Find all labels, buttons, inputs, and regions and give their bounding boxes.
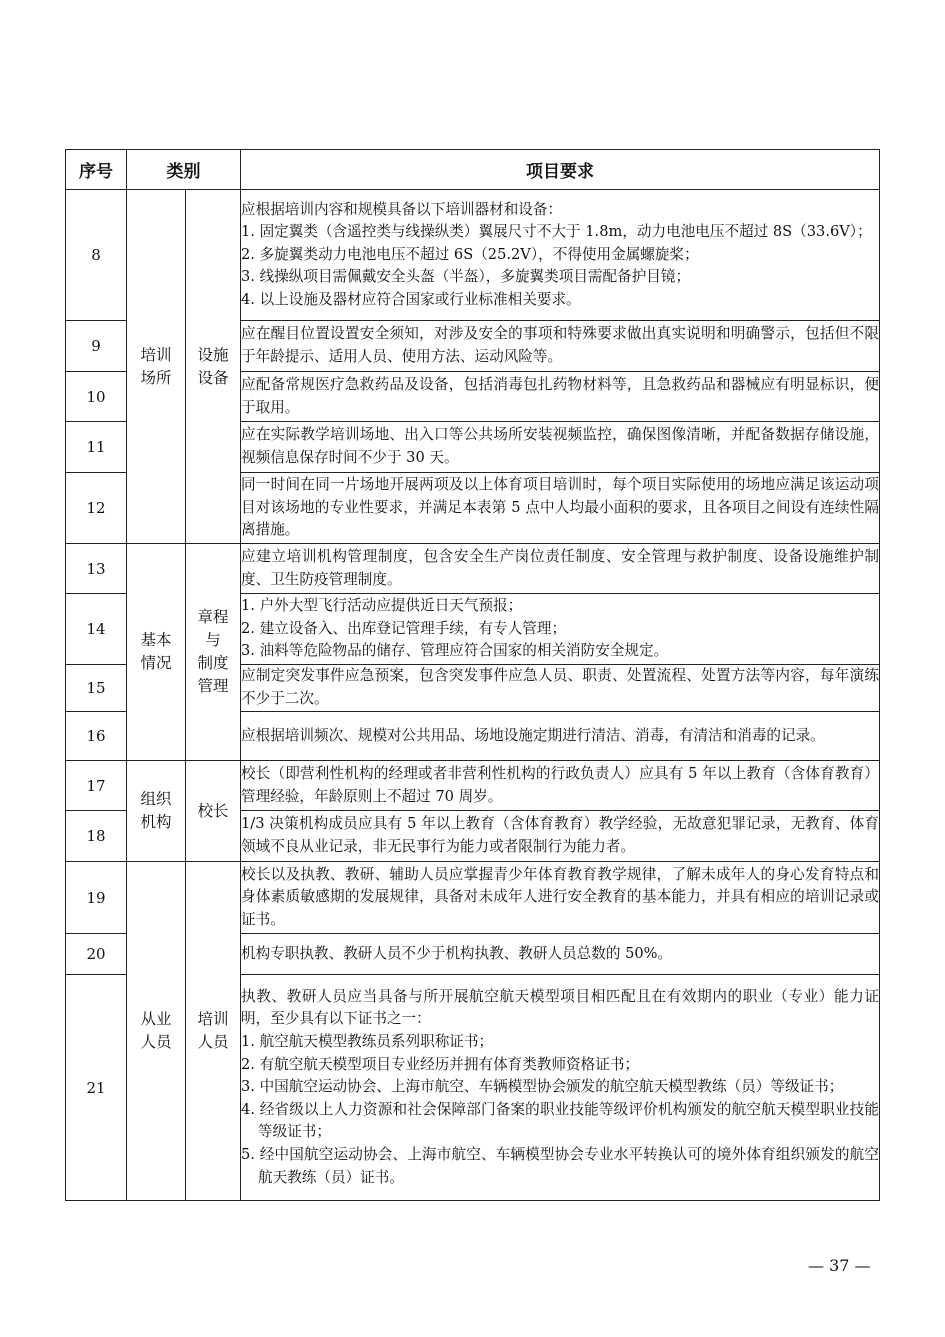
row-number: 13 [66, 544, 127, 594]
subcategory-label: 校长 [197, 801, 229, 820]
category-organization [127, 761, 186, 862]
subcategory-principal [186, 761, 241, 862]
requirement-cell [241, 862, 880, 934]
category-label: 组织 机构 [140, 790, 172, 831]
requirement-item: 3. 线操纵项目需佩戴安全头盔（半盔），多旋翼类项目需配备护目镜； [241, 268, 691, 286]
category-training-site [127, 190, 186, 544]
row-number: 15 [66, 665, 127, 712]
requirement-text: 校长（即营利性机构的经理或者非营利性机构的行政负责人）应具有 5 年以上教育（含体育教育）管理经验，年龄原则上不超过 70 周岁。 [241, 764, 879, 805]
requirement-item: 1. 户外大型飞行活动应提供近日天气预报； [241, 597, 523, 615]
requirement-item: 1. 航空航天模型教练员系列职称证书； [241, 1033, 494, 1051]
requirement-item: 5. 经中国航空运动协会、上海市航空、车辆模型协会专业水平转换认可的境外体育组织颁发的航空航天教练（员）证书。 [241, 1145, 879, 1186]
requirement-cell [241, 712, 880, 761]
row-number: 18 [66, 811, 127, 862]
requirement-item: 2. 建立设备入、出库登记管理手续，有专人管理； [241, 619, 567, 637]
category-label: 基本 情况 [140, 631, 172, 672]
requirement-item: 3. 中国航空运动协会、上海市航空、车辆模型协会颁发的航空航天模型教练（员）等级证书； [241, 1078, 844, 1096]
table-header-row [66, 150, 880, 190]
requirement-text: 应根据培训频次、规模对公共用品、场地设施定期进行清洁、消毒，有清洁和消毒的记录。 [241, 726, 825, 744]
row-number: 12 [66, 473, 127, 544]
subcategory-facilities [186, 190, 241, 544]
row-number: 17 [66, 761, 127, 811]
row-number: 14 [66, 594, 127, 665]
category-label: 培训 场所 [140, 345, 172, 387]
table-row [66, 862, 880, 934]
requirement-cell [241, 422, 880, 473]
requirement-text: 机构专职执教、教研人员不少于机构执教、教研人员总数的 50%。 [241, 944, 673, 962]
requirement-cell [241, 934, 880, 975]
header-category: 类别 [127, 150, 241, 190]
header-requirement: 项目要求 [241, 150, 880, 190]
row-number: 10 [66, 372, 127, 422]
row-number: 8 [66, 190, 127, 321]
requirements-table [65, 149, 880, 1201]
requirement-text: 应制定突发事件应急预案，包含突发事件应急人员、职责、处置流程、处置方法等内容，每年演练不少于二次。 [241, 667, 879, 707]
subcategory-trainers [186, 862, 241, 1201]
requirement-item: 3. 油料等危险物品的储存、管理应符合国家的相关消防安全规定。 [241, 642, 669, 660]
subcategory-label: 设施 设备 [197, 345, 229, 387]
requirement-text: 应在醒目位置设置安全须知，对涉及安全的事项和特殊要求做出真实说明和明确警示，包括但不限于年龄提示、适用人员、使用方法、运动风险等。 [241, 325, 879, 365]
requirement-item: 4. 以上设施及器材应符合国家或行业标准相关要求。 [241, 290, 581, 308]
requirement-text: 应在实际教学培训场地、出入口等公共场所安装视频监控，确保图像清晰，并配备数据存储设施，视频信息保存时间不少于 30 天。 [241, 426, 879, 466]
subcategory-label: 培训 人员 [197, 1010, 229, 1051]
row-number: 20 [66, 934, 127, 975]
row-number: 9 [66, 321, 127, 372]
requirement-cell [241, 811, 880, 862]
row-number: 11 [66, 422, 127, 473]
row-number: 16 [66, 712, 127, 761]
requirement-cell [241, 544, 880, 594]
requirement-cell [241, 761, 880, 811]
requirement-item: 4. 经省级以上人力资源和社会保障部门备案的职业技能等级评价机构颁发的航空航天模型职业技能等级证书； [241, 1100, 879, 1141]
requirement-text: 执教、教研人员应当具备与所开展航空航天模型项目相匹配且在有效期内的职业（专业）能力证明，至少具有以下证书之一： [241, 987, 879, 1028]
requirement-text: 应配备常规医疗急救药品及设备，包括消毒包扎药物材料等，且急救药品和器械应有明显标识，便于取用。 [241, 375, 879, 416]
category-basic-info [127, 544, 186, 761]
category-label: 从业 人员 [140, 1010, 172, 1051]
subcategory-label: 章程 与 制度 管理 [197, 608, 229, 695]
requirement-cell [241, 594, 880, 665]
requirement-item: 1. 固定翼类（含遥控类与线操纵类）翼展尺寸不大于 1.8m，动力电池电压不超过 8S（33.6V）； [241, 223, 872, 241]
requirement-text: 应根据培训内容和规模具备以下培训器材和设备： [241, 200, 563, 218]
requirement-text: 1/3 决策机构成员应具有 5 年以上教育（含体育教育）教学经验，无故意犯罪记录，无教育、体育领域不良从业记录，非无民事行为能力或者限制行为能力者。 [241, 815, 879, 855]
table-row [66, 544, 880, 594]
requirement-cell [241, 190, 880, 321]
subcategory-rules [186, 544, 241, 761]
requirement-text: 应建立培训机构管理制度，包含安全生产岗位责任制度、安全管理与救护制度、设备设施维护制度、卫生防疫管理制度。 [241, 547, 879, 588]
requirement-cell [241, 321, 880, 372]
requirement-cell [241, 665, 880, 712]
header-number: 序号 [66, 150, 127, 190]
requirement-cell [241, 372, 880, 422]
category-personnel [127, 862, 186, 1201]
requirement-cell [241, 975, 880, 1201]
requirement-text: 同一时间在同一片场地开展两项及以上体育项目培训时，每个项目实际使用的场地应满足该运动项目对该场地的专业性要求，并满足本表第 5 点中人均最小面积的要求，且各项目之间设有连续性隔离措施。 [241, 476, 879, 539]
table-row [66, 761, 880, 811]
requirement-item: 2. 多旋翼类动力电池电压不超过 6S（25.2V），不得使用金属螺旋桨； [241, 245, 699, 263]
page-number: — 37 — [808, 1256, 871, 1275]
row-number: 19 [66, 862, 127, 934]
table-row [66, 190, 880, 321]
requirement-cell [241, 473, 880, 544]
requirement-text: 校长以及执教、教研、辅助人员应掌握青少年体育教育教学规律，了解未成年人的身心发育特点和身体素质敏感期的发展规律，具备对未成年人进行安全教育的基本能力，并具有相应的培训记录或证书。 [241, 865, 879, 928]
requirement-item: 2. 有航空航天模型项目专业经历并拥有体育类教师资格证书； [241, 1055, 640, 1073]
row-number: 21 [66, 975, 127, 1201]
